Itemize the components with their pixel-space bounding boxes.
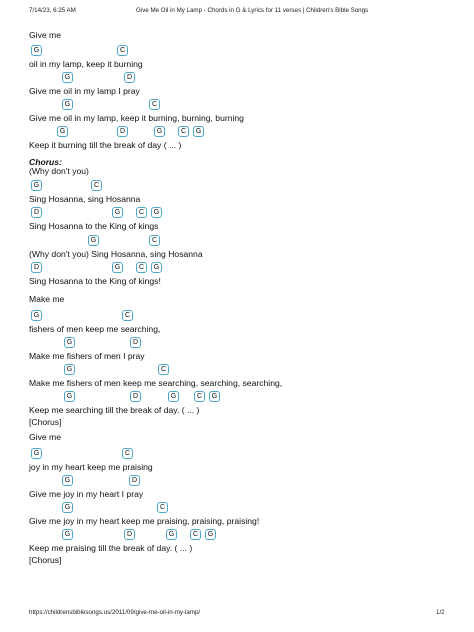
lyric-line: Give me [29, 432, 61, 442]
lyric-line: Make me [29, 294, 65, 304]
chord-c-badge[interactable]: C [158, 364, 169, 375]
lyric-line: Give me [29, 30, 61, 40]
chorus-heading: Chorus: [29, 157, 62, 167]
chord-c-badge[interactable]: C [136, 262, 147, 273]
print-page-number: 1/2 [436, 609, 445, 616]
chord-c-badge[interactable]: C [157, 502, 168, 513]
lyric-line: Sing Hosanna to the King of kings! [29, 276, 161, 286]
chord-g-badge[interactable]: G [205, 529, 216, 540]
chord-c-badge[interactable]: C [117, 45, 128, 56]
chord-c-badge[interactable]: C [149, 235, 160, 246]
chord-g-badge[interactable]: G [31, 180, 42, 191]
lyric-line: [Chorus] [29, 555, 62, 565]
lyric-line: fishers of men keep me searching, [29, 324, 161, 334]
chord-g-badge[interactable]: G [64, 391, 75, 402]
chord-g-badge[interactable]: G [62, 99, 73, 110]
chord-d-badge[interactable]: D [31, 262, 42, 273]
chord-d-badge[interactable]: D [130, 391, 141, 402]
chord-g-badge[interactable]: G [151, 262, 162, 273]
chord-c-badge[interactable]: C [136, 207, 147, 218]
chord-g-badge[interactable]: G [88, 235, 99, 246]
chord-d-badge[interactable]: D [130, 337, 141, 348]
lyric-line: Give me oil in my lamp, keep it burning, burning, burning [29, 113, 244, 123]
lyric-line: Give me joy in my heart I pray [29, 489, 144, 499]
chord-g-badge[interactable]: G [193, 126, 204, 137]
chord-c-badge[interactable]: C [122, 310, 133, 321]
lyric-line: Keep me praising till the break of day. ( ... ) [29, 543, 193, 553]
chord-g-badge[interactable]: G [64, 364, 75, 375]
print-url[interactable]: https://childrensbiblesongs.us/2011/09/give-me-oil-in-my-lamp/ [29, 609, 201, 616]
lyric-line: (Why don't you) [29, 166, 89, 176]
lyric-line: Keep it burning till the break of day ( ... ) [29, 140, 182, 150]
print-page-title: Give Me Oil in My Lamp - Chords in G & Lyrics for 11 verses | Children's Bible Songs [136, 7, 369, 14]
chord-g-badge[interactable]: G [31, 310, 42, 321]
chord-g-badge[interactable]: G [166, 529, 177, 540]
lyric-line: [Chorus] [29, 417, 62, 427]
chord-g-badge[interactable]: G [112, 262, 123, 273]
chord-c-badge[interactable]: C [91, 180, 102, 191]
chord-g-badge[interactable]: G [168, 391, 179, 402]
chord-g-badge[interactable]: G [64, 337, 75, 348]
lyric-line: Make me fishers of men keep me searching, searching, searching, [29, 378, 283, 388]
print-datetime: 7/14/23, 6:25 AM [29, 7, 76, 14]
lyric-line: (Why don't you) Sing Hosanna, sing Hosanna [29, 249, 203, 259]
lyric-line: Give me joy in my heart keep me praising, praising, praising! [29, 516, 260, 526]
chord-g-badge[interactable]: G [31, 448, 42, 459]
lyric-line: Keep me searching till the break of day. ( ... ) [29, 405, 200, 415]
lyric-line: Make me fishers of men I pray [29, 351, 145, 361]
chord-d-badge[interactable]: D [129, 475, 140, 486]
lyric-line: Give me oil in my lamp I pray [29, 86, 140, 96]
chord-g-badge[interactable]: G [62, 72, 73, 83]
chord-g-badge[interactable]: G [62, 475, 73, 486]
lyric-line: joy in my heart keep me praising [29, 462, 153, 472]
chord-c-badge[interactable]: C [194, 391, 205, 402]
chord-g-badge[interactable]: G [112, 207, 123, 218]
chord-g-badge[interactable]: G [154, 126, 165, 137]
chord-g-badge[interactable]: G [62, 502, 73, 513]
chord-d-badge[interactable]: D [124, 72, 135, 83]
chord-d-badge[interactable]: D [31, 207, 42, 218]
chord-c-badge[interactable]: C [122, 448, 133, 459]
chord-d-badge[interactable]: D [124, 529, 135, 540]
lyric-line: Sing Hosanna to the King of kings [29, 221, 159, 231]
chord-g-badge[interactable]: G [31, 45, 42, 56]
chord-d-badge[interactable]: D [117, 126, 128, 137]
lyric-line: oil in my lamp, keep it burning [29, 59, 143, 69]
chord-g-badge[interactable]: G [151, 207, 162, 218]
chord-g-badge[interactable]: G [62, 529, 73, 540]
lyric-line: Sing Hosanna, sing Hosanna [29, 194, 141, 204]
chord-c-badge[interactable]: C [190, 529, 201, 540]
chord-c-badge[interactable]: C [178, 126, 189, 137]
chord-g-badge[interactable]: G [57, 126, 68, 137]
chord-g-badge[interactable]: G [209, 391, 220, 402]
chord-c-badge[interactable]: C [149, 99, 160, 110]
